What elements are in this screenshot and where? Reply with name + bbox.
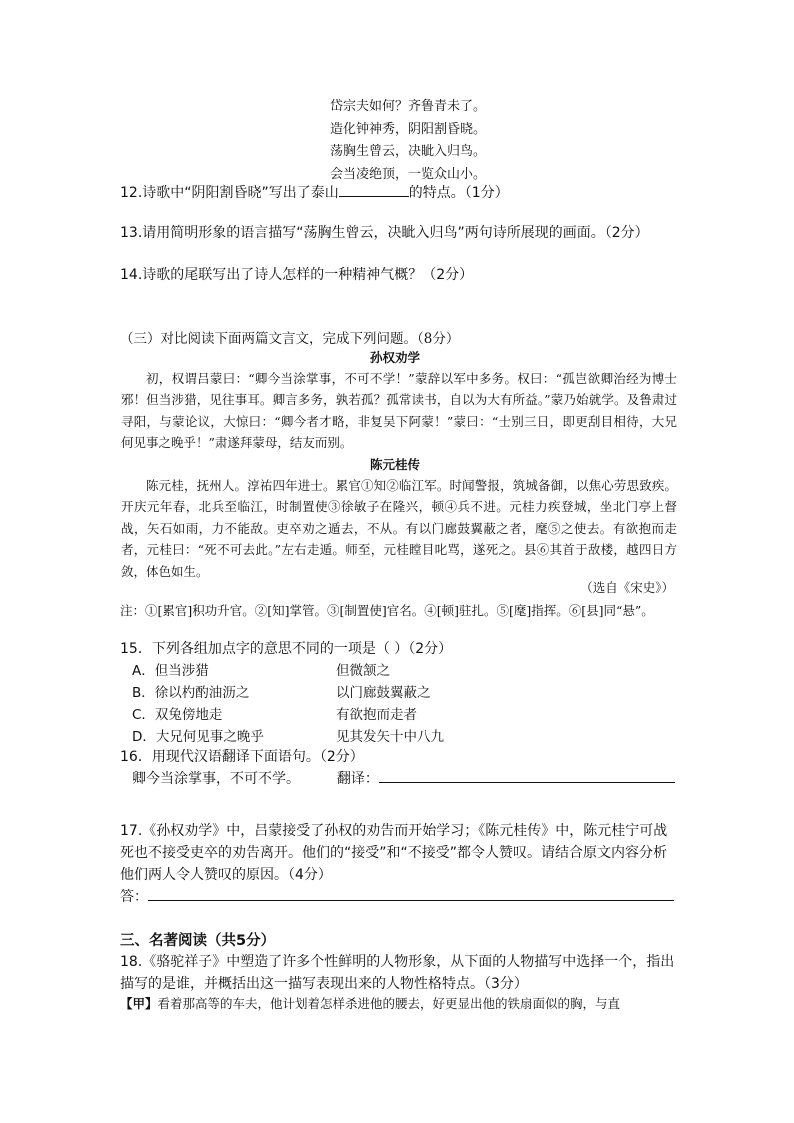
section-intro: （三）对比阅读下面两篇文言文，完成下列问题。（8分） <box>120 331 460 347</box>
option-left: B．徐以杓酌油沥之 <box>132 685 250 701</box>
option-right: 见其发矢十中八九 <box>336 729 444 745</box>
option-left: D．大兄何见事之晚乎 <box>132 729 264 745</box>
poem-line: 会当凌绝顶，一览众山小。 <box>330 166 487 182</box>
question-17 <box>120 820 676 908</box>
question-13: 13.请用简明形象的语言描写“荡胸生曾云，决眦入归鸟”两句诗所展现的画面。（2分） <box>120 225 649 241</box>
passage-title: 孙权劝学 <box>370 350 421 365</box>
translate-label: 翻译： <box>336 771 379 787</box>
excerpt-label: 【甲】 <box>120 996 158 1011</box>
option-left: C．双兔傍地走 <box>132 707 223 723</box>
answer-row <box>120 886 676 908</box>
passage-text <box>121 368 677 454</box>
section-heading: 三、名著阅读（共5分） <box>120 933 276 949</box>
option-left: A．但当涉猎 <box>132 663 209 679</box>
poem-line: 荡胸生曾云，决眦入归鸟。 <box>330 144 487 159</box>
option-right: 有欲抱而走者 <box>336 707 417 723</box>
translation-answer-line[interactable] <box>379 770 675 783</box>
question-16-sentence <box>132 768 675 788</box>
passage-text <box>121 475 677 582</box>
answer-label: 答： <box>120 889 148 905</box>
passage-paragraph: 陈元桂，抚州人。淳祐四年进士。累官①知②临江军。时闻警报，筑城备御，以焦心劳思致疾。开庆元年春，北兵至临江，时制置使③徐敏子在隆兴，顿④兵不进。元桂力疾登城，坐北门亭上督战，矢石如雨，力不能敌。吏卒劝之遁去，不从。有以门廊鼓翼蔽之者，麾⑤之使去。有欲抱而走者，元桂曰：“死不可去此。”左右走遁。师至，元桂瞠目叱骂，遂死之。县⑥其首于敌楼，越四日方敛，体色如生。 <box>121 478 677 579</box>
sentence-text: 卿今当涂掌事，不可不学。 <box>132 771 300 787</box>
question-12-text: 12.诗歌中“阴阳割昏晓”写出了泰山 <box>120 185 339 201</box>
question-15: 15．下列各组加点字的意思不同的一项是（ ）（2分） <box>120 641 453 657</box>
question-16: 16．用现代汉语翻译下面语句。（2分） <box>120 749 364 765</box>
question-12 <box>120 182 509 202</box>
question-17-text: 17.《孙权劝学》中，吕蒙接受了孙权的劝告而开始学习；《陈元桂传》中，陈元桂宁可战死也不接受吏卒的劝告离开。他们的“接受”和“不接受”都令人赞叹。请结合原文内容分析他们两人令人赞叹的原因。（4分） <box>120 823 668 883</box>
passage-title: 陈元桂传 <box>370 457 421 472</box>
option-right: 以门廊鼓翼蔽之 <box>336 685 431 701</box>
source-citation: （选自《宋史》） <box>580 580 674 595</box>
poem-line: 造化钟神秀，阴阳割昏晓。 <box>330 121 487 137</box>
question-12-tail: 的特点。（1分） <box>408 185 509 201</box>
question-18: 18.《骆驼祥子》中塑造了许多个性鲜明的人物形象，从下面的人物描写中选择一个，指出描写的是谁，并概括出这一描写表现出来的人物性格特点。（3分） <box>120 954 675 992</box>
answer-blank[interactable] <box>339 184 409 197</box>
answer-line[interactable] <box>148 888 674 901</box>
poem-line: 岱宗夫如何？齐鲁青未了。 <box>330 99 487 114</box>
passage-paragraph: 初，权谓吕蒙曰：“卿今当涂掌事，不可不学！”蒙辞以军中多务。权曰：“孤岂欲卿治经为博士邪！但当涉猎，见往事耳。卿言多务，孰若孤？孤常读书，自以为大有所益。”蒙乃始就学。及鲁肃过寻阳，与蒙论议，大惊曰：“卿今者才略，非复吴下阿蒙！”蒙曰：“士别三日，即更刮目相待，大兄何见事之晚乎！”肃遂拜蒙母，结友而别。 <box>121 371 677 451</box>
question-14: 14.诗歌的尾联写出了诗人怎样的一种精神气概？（2分） <box>120 267 474 283</box>
excerpt-text: 看着那高等的车夫，他计划着怎样杀进他的腰去，好更显出他的铁扇面似的胸，与直 <box>157 996 621 1011</box>
excerpt-jia <box>120 994 676 1012</box>
option-right: 但微颔之 <box>336 663 390 679</box>
annotation-notes: 注：①[累官]积功升官。②[知]掌管。③[制置使]官名。④[顿]驻扎。⑤[麾]指挥。⑥[县]同“悬”。 <box>120 603 654 618</box>
poem <box>330 96 486 186</box>
